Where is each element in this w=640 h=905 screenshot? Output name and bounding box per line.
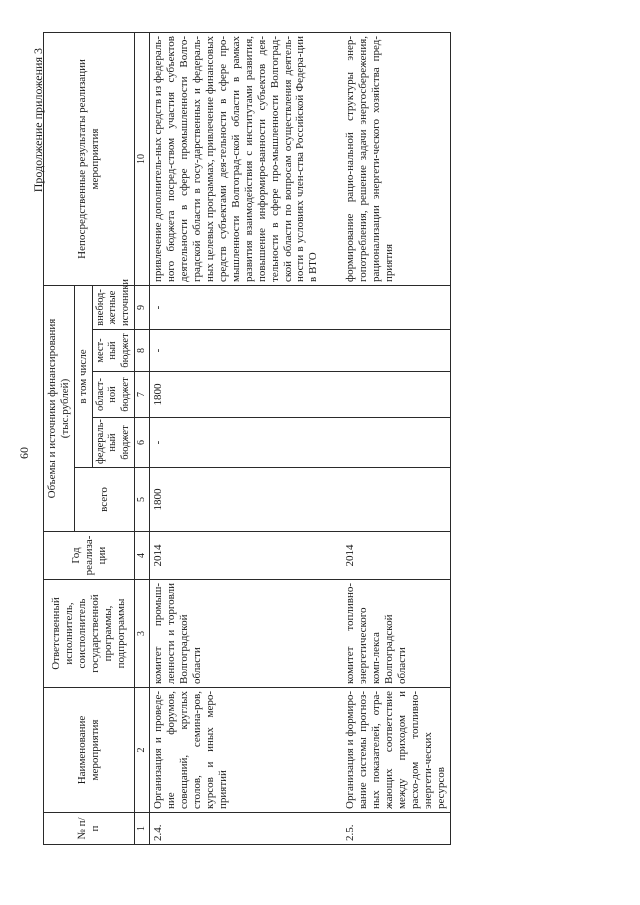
col-number: 3 xyxy=(135,580,150,688)
header-responsible: Ответственный исполнитель, соисполнитель государственной программы, подпрограммы xyxy=(44,580,135,688)
row-number: 2.4. xyxy=(149,813,322,845)
continuation-label: Продолжение приложения 3 xyxy=(31,48,45,193)
header-num: № п/п xyxy=(44,813,135,845)
column-number-row xyxy=(135,32,150,844)
col-number: 7 xyxy=(135,372,150,418)
row-number: 2.5. xyxy=(322,813,450,845)
header-federal: федераль-ный бюджет xyxy=(92,418,134,468)
col-number: 10 xyxy=(135,32,150,285)
measure-result: формирование рацио-нальной структуры энер-гопотребления, решение задачи энергосбережения, рационализации энергети-ческого хозяйства пред-приятия xyxy=(322,32,450,285)
page-number: 60 xyxy=(17,447,31,459)
col-number: 6 xyxy=(135,418,150,468)
col-number: 8 xyxy=(135,330,150,372)
measure-name: Организация и формиро-вание системы прогноз-ных показателей, отра-жающих соответствие между приходом и расхо-дом топливно-энергети-ческих ресурсов xyxy=(322,688,450,813)
implementation-year: 2014 xyxy=(149,532,322,580)
funding-local: - xyxy=(149,330,322,372)
header-results: Непосредственные результаты реализации мероприятия xyxy=(44,32,135,285)
col-number: 5 xyxy=(135,468,150,532)
funding-regional xyxy=(322,372,450,418)
responsible-executor: комитет промыш-ленности и торговли Волгоградской области xyxy=(149,580,322,688)
table-row xyxy=(322,32,450,844)
col-number: 2 xyxy=(135,688,150,813)
col-number: 9 xyxy=(135,285,150,329)
funding-offbudget xyxy=(322,285,450,329)
header-name: Наименование мероприятия xyxy=(44,688,135,813)
measure-result: привлечение дополнитель-ных средств из федераль-ного бюджета посред-ством участия субъектов деятельности в сфере промышленности Волго-градской области в госу-дарственных и федераль-ных целевых программах, привлечение финансовых средств субъектами дея-тельности в сфере про-мышленности Волгоград-ской области в рамках развития взаимодействия с институтами развития, повышение информиро-ванности субъектов дея-тельности в сфере про-мышленности Волгоград-ской области по вопросам осуществления деятель-ности в условиях член-ства Российской Федера-ции в ВТО xyxy=(149,32,322,285)
program-table xyxy=(43,32,451,845)
funding-total: 1800 xyxy=(149,468,322,532)
responsible-executor: комитет топливно-энергетического комп-лекса Волгоградской области xyxy=(322,580,450,688)
funding-total xyxy=(322,468,450,532)
header-regional: област-ной бюджет xyxy=(92,372,134,418)
header-total: всего xyxy=(74,468,134,532)
funding-local xyxy=(322,330,450,372)
funding-federal: - xyxy=(149,418,322,468)
header-year: Год реализа-ции xyxy=(44,532,135,580)
header-local: мест-ный бюджет xyxy=(92,330,134,372)
header-offbudget: внебюд-жетные источники xyxy=(92,285,134,329)
funding-federal xyxy=(322,418,450,468)
funding-regional: 1800 xyxy=(149,372,322,418)
funding-offbudget: - xyxy=(149,285,322,329)
header-incl: в том числе xyxy=(74,285,92,467)
col-number: 4 xyxy=(135,532,150,580)
col-number: 1 xyxy=(135,813,150,845)
measure-name: Организация и проведе-ние форумов, совещаний, круглых столов, семина-ров, курсов и иных меро-приятий xyxy=(149,688,322,813)
table-row xyxy=(149,32,322,844)
implementation-year: 2014 xyxy=(322,532,450,580)
header-volumes: Объемы и источники финансирования (тыс.рублей) xyxy=(44,285,75,531)
